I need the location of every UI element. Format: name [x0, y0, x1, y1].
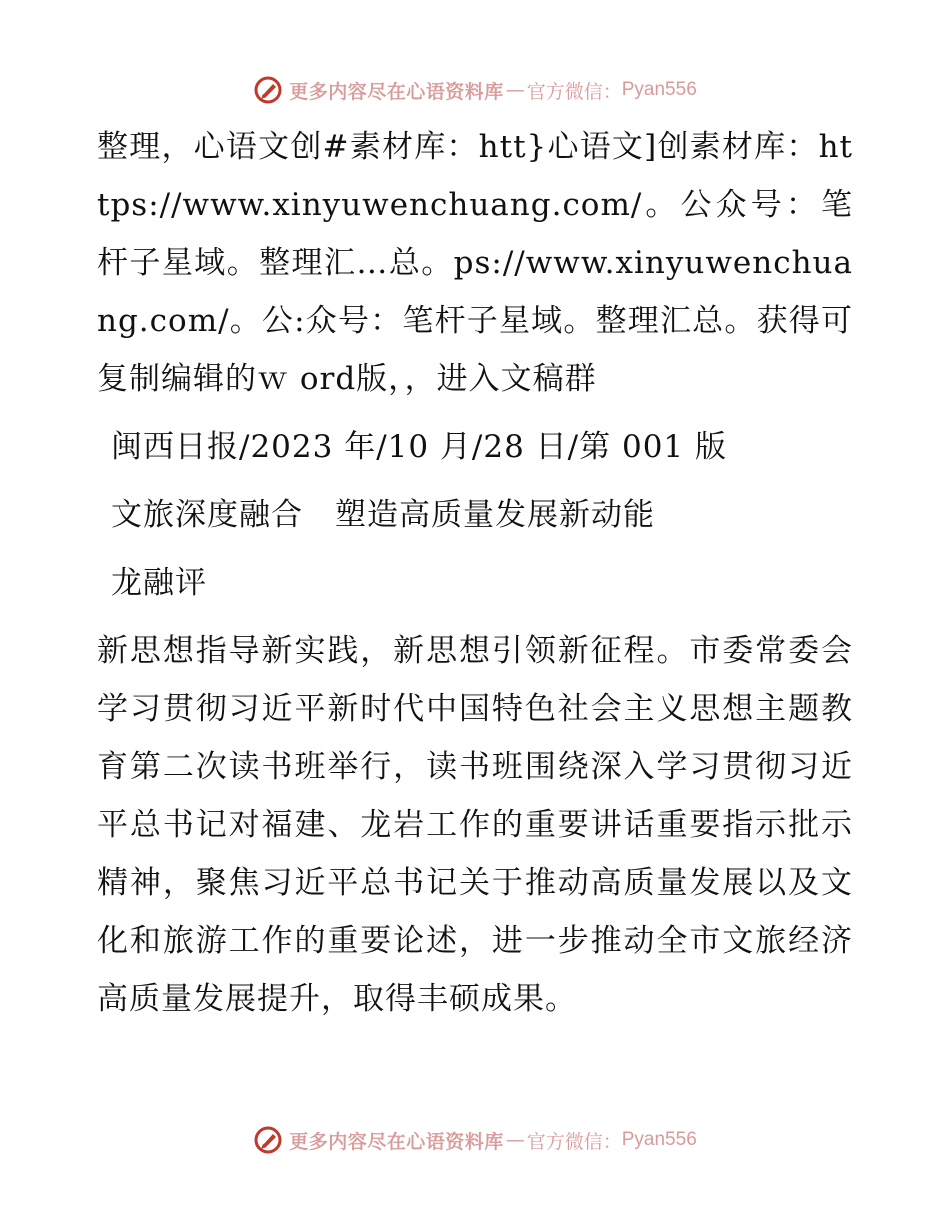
- intro-paragraph: 整理，心语文创#素材库：htt}心语文]创素材库：https://www.xinyuwenchuang.com/。公众号：笔杆子星域。整理汇…总。ps://www.xinyuwenchuang.com/。公:众号：笔杆子星域。整理汇总。获得可复制编辑的ｗ ord版，，进入文稿群: [97, 129, 853, 397]
- pen-logo-icon: [253, 1125, 283, 1155]
- document-body: [97, 118, 853, 1028]
- footer-banner: [0, 1120, 950, 1160]
- banner-separator: —: [505, 79, 525, 101]
- banner-wechat-label: 官方微信：: [526, 1130, 622, 1153]
- body-paragraph: 新思想指导新实践，新思想引领新征程。市委常委会学习贯彻习近平新时代中国特色社会主义思想主题教育第二次读书班举行，读书班围绕深入学习贯彻习近平总书记对福建、龙岩工作的重要讲话重要指示批示精神，聚焦习近平总书记关于推动高质量发展以及文化和旅游工作的重要论述，进一步推动全市文旅经济高质量发展提升，取得丰硕成果。: [97, 633, 853, 1017]
- publication-info: 闽西日报/2023 年/10 月/28 日/第 001 版: [111, 429, 728, 465]
- header-banner: [0, 70, 950, 110]
- pen-logo-icon: [253, 75, 283, 105]
- banner-separator: —: [505, 1129, 525, 1151]
- banner-wechat-id: Pyan556: [621, 1129, 697, 1150]
- banner-wechat-label: 官方微信：: [526, 80, 622, 103]
- banner-text: 更多内容尽在心语资料库: [289, 80, 504, 103]
- banner-text: 更多内容尽在心语资料库: [289, 1130, 504, 1153]
- article-title: 文旅深度融合 塑造高质量发展新动能: [111, 497, 655, 533]
- article-author: 龙融评: [111, 565, 207, 601]
- banner-wechat-id: Pyan556: [621, 79, 697, 100]
